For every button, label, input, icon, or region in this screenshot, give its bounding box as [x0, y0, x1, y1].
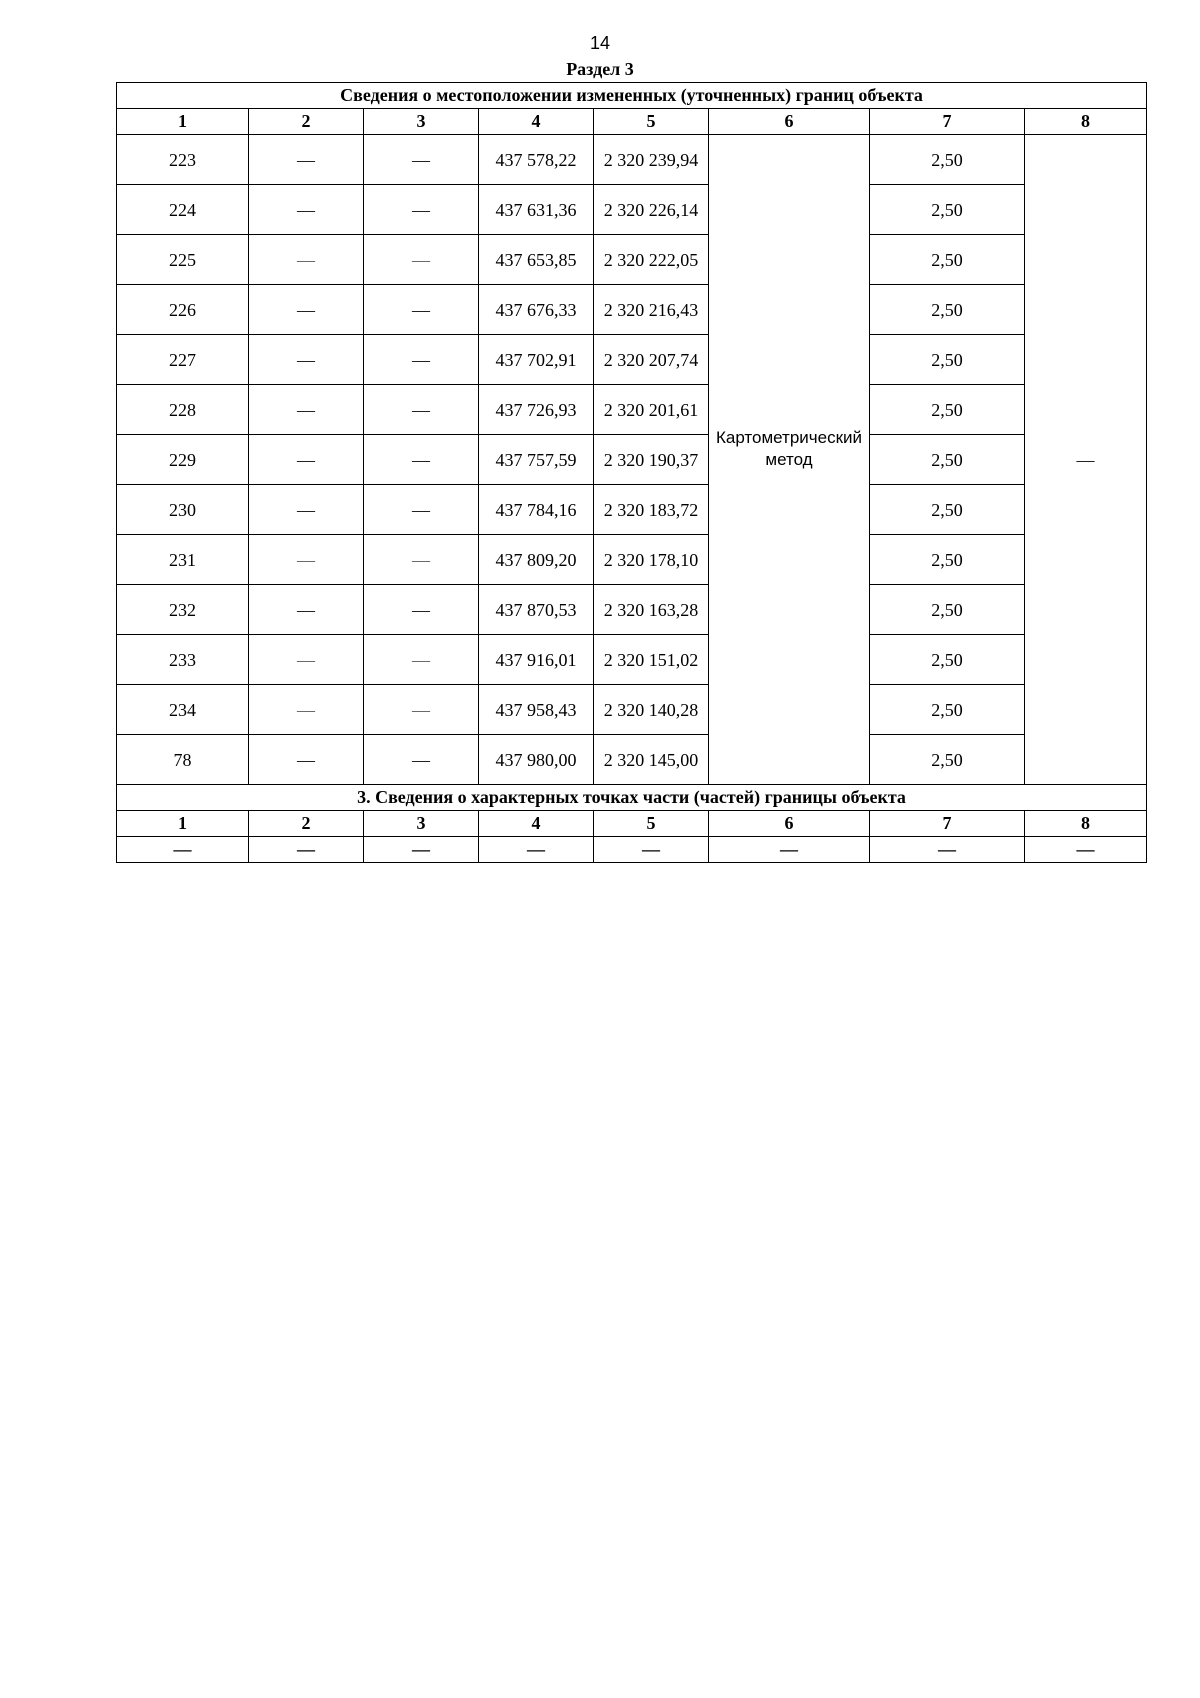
column-3-cell: — [364, 285, 479, 335]
column-header: 7 [870, 109, 1025, 135]
column-3-cell: — [364, 585, 479, 635]
sub-cell: — [709, 837, 870, 863]
sub-cell: — [117, 837, 249, 863]
table-row [117, 485, 1147, 535]
y-coordinate-cell: 2 320 178,10 [594, 535, 709, 585]
table-row [117, 685, 1147, 735]
sub-column-header: 7 [870, 811, 1025, 837]
point-number-cell: 229 [117, 435, 249, 485]
column-2-cell: — [249, 135, 364, 185]
sub-column-header: 8 [1025, 811, 1147, 837]
y-coordinate-cell: 2 320 163,28 [594, 585, 709, 635]
column-2-cell: — [249, 435, 364, 485]
y-coordinate-cell: 2 320 183,72 [594, 485, 709, 535]
column-2-cell: — [249, 585, 364, 635]
column-3-cell: — [364, 135, 479, 185]
point-number-cell: 231 [117, 535, 249, 585]
y-coordinate-cell: 2 320 151,02 [594, 635, 709, 685]
table-row [117, 285, 1147, 335]
table-row [117, 435, 1147, 485]
subsection-title-row [117, 785, 1147, 811]
x-coordinate-cell: 437 870,53 [479, 585, 594, 635]
point-number-cell: 228 [117, 385, 249, 435]
table-row [117, 235, 1147, 285]
table-row [117, 585, 1147, 635]
column-header-row [117, 109, 1147, 135]
column-header: 5 [594, 109, 709, 135]
sub-cell: — [594, 837, 709, 863]
x-coordinate-cell: 437 916,01 [479, 635, 594, 685]
column-8-cell: — [1025, 135, 1147, 785]
column-2-cell: — [249, 635, 364, 685]
sub-column-header: 2 [249, 811, 364, 837]
point-number-cell: 223 [117, 135, 249, 185]
column-2-cell: — [249, 485, 364, 535]
table-row [117, 535, 1147, 585]
x-coordinate-cell: 437 980,00 [479, 735, 594, 785]
sub-cell: — [364, 837, 479, 863]
column-header: 2 [249, 109, 364, 135]
column-2-cell: — [249, 235, 364, 285]
column-2-cell: — [249, 285, 364, 335]
x-coordinate-cell: 437 702,91 [479, 335, 594, 385]
subsection-title: 3. Сведения о характерных точках части (частей) границы объекта [117, 785, 1147, 811]
sub-empty-row [117, 837, 1147, 863]
sub-cell: — [479, 837, 594, 863]
column-3-cell: — [364, 635, 479, 685]
sub-column-header: 1 [117, 811, 249, 837]
sub-column-header: 4 [479, 811, 594, 837]
y-coordinate-cell: 2 320 216,43 [594, 285, 709, 335]
column-3-cell: — [364, 735, 479, 785]
x-coordinate-cell: 437 757,59 [479, 435, 594, 485]
x-coordinate-cell: 437 809,20 [479, 535, 594, 585]
column-header: 1 [117, 109, 249, 135]
x-coordinate-cell: 437 958,43 [479, 685, 594, 735]
sub-column-header: 3 [364, 811, 479, 837]
column-3-cell: — [364, 435, 479, 485]
column-3-cell: — [364, 485, 479, 535]
precision-cell: 2,50 [870, 435, 1025, 485]
x-coordinate-cell: 437 676,33 [479, 285, 594, 335]
column-3-cell: — [364, 235, 479, 285]
table-title: Сведения о местоположении измененных (уточненных) границ объекта [117, 83, 1147, 109]
boundary-table [116, 82, 1147, 863]
section-title: Раздел 3 [566, 59, 634, 79]
column-3-cell: — [364, 185, 479, 235]
point-number-cell: 230 [117, 485, 249, 535]
point-number-cell: 78 [117, 735, 249, 785]
column-2-cell: — [249, 335, 364, 385]
table-row [117, 385, 1147, 435]
precision-cell: 2,50 [870, 635, 1025, 685]
table-row [117, 135, 1147, 185]
table-row [117, 185, 1147, 235]
precision-cell: 2,50 [870, 235, 1025, 285]
column-2-cell: — [249, 185, 364, 235]
column-2-cell: — [249, 685, 364, 735]
y-coordinate-cell: 2 320 145,00 [594, 735, 709, 785]
y-coordinate-cell: 2 320 201,61 [594, 385, 709, 435]
y-coordinate-cell: 2 320 226,14 [594, 185, 709, 235]
column-2-cell: — [249, 535, 364, 585]
precision-cell: 2,50 [870, 385, 1025, 435]
table-row [117, 335, 1147, 385]
precision-cell: 2,50 [870, 585, 1025, 635]
y-coordinate-cell: 2 320 140,28 [594, 685, 709, 735]
precision-cell: 2,50 [870, 185, 1025, 235]
table-title-row [117, 83, 1147, 109]
precision-cell: 2,50 [870, 735, 1025, 785]
table-row [117, 635, 1147, 685]
column-3-cell: — [364, 535, 479, 585]
point-number-cell: 233 [117, 635, 249, 685]
y-coordinate-cell: 2 320 239,94 [594, 135, 709, 185]
method-text: Картометрический метод [715, 428, 863, 469]
precision-cell: 2,50 [870, 135, 1025, 185]
sub-cell: — [249, 837, 364, 863]
precision-cell: 2,50 [870, 285, 1025, 335]
column-3-cell: — [364, 385, 479, 435]
column-header: 8 [1025, 109, 1147, 135]
point-number-cell: 225 [117, 235, 249, 285]
column-header: 3 [364, 109, 479, 135]
point-number-cell: 224 [117, 185, 249, 235]
page-number: 14 [589, 33, 611, 53]
method-cell [709, 135, 870, 785]
precision-cell: 2,50 [870, 685, 1025, 735]
point-number-cell: 234 [117, 685, 249, 735]
sub-column-header: 5 [594, 811, 709, 837]
y-coordinate-cell: 2 320 190,37 [594, 435, 709, 485]
point-number-cell: 226 [117, 285, 249, 335]
x-coordinate-cell: 437 784,16 [479, 485, 594, 535]
column-2-cell: — [249, 385, 364, 435]
y-coordinate-cell: 2 320 207,74 [594, 335, 709, 385]
x-coordinate-cell: 437 631,36 [479, 185, 594, 235]
sub-column-header: 6 [709, 811, 870, 837]
column-3-cell: — [364, 685, 479, 735]
precision-cell: 2,50 [870, 535, 1025, 585]
precision-cell: 2,50 [870, 485, 1025, 535]
x-coordinate-cell: 437 653,85 [479, 235, 594, 285]
x-coordinate-cell: 437 726,93 [479, 385, 594, 435]
column-header: 4 [479, 109, 594, 135]
point-number-cell: 227 [117, 335, 249, 385]
y-coordinate-cell: 2 320 222,05 [594, 235, 709, 285]
column-header: 6 [709, 109, 870, 135]
precision-cell: 2,50 [870, 335, 1025, 385]
point-number-cell: 232 [117, 585, 249, 635]
table-row [117, 735, 1147, 785]
sub-cell: — [1025, 837, 1147, 863]
column-2-cell: — [249, 735, 364, 785]
sub-cell: — [870, 837, 1025, 863]
column-3-cell: — [364, 335, 479, 385]
sub-column-header-row [117, 811, 1147, 837]
x-coordinate-cell: 437 578,22 [479, 135, 594, 185]
